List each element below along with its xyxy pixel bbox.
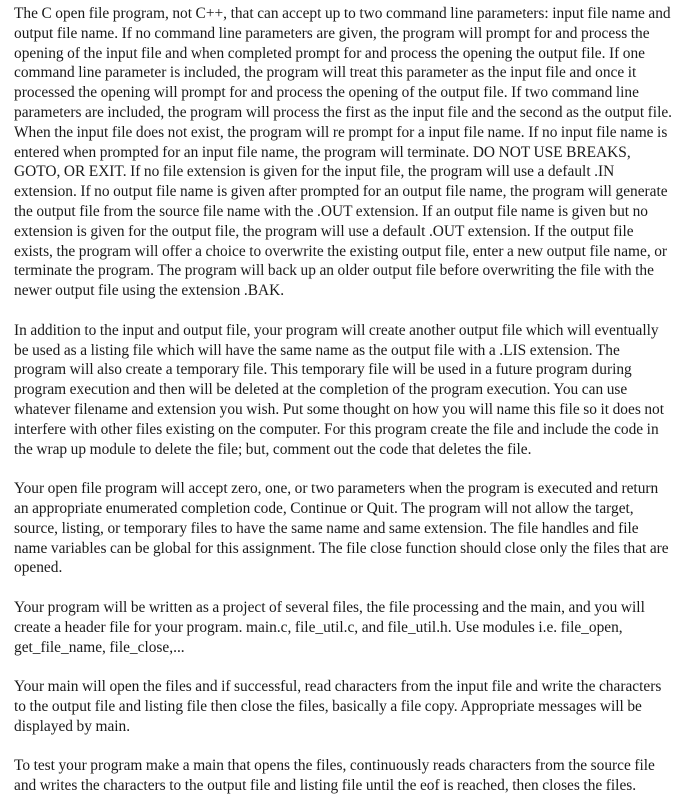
paragraph-testing: To test your program make a main that opens the files, continuously reads characters from the source file and writes the characters to the output file and listing file until the eof is reached, then closes the files. [14,757,655,795]
paragraph-project-structure: Your program will be written as a project of several files, the file processing and the main, and you will create a header file for your program. main.c, file_util.c, and file_util.h. Use modules i.e. file_open, get_file_name, file_close,... [14,598,645,656]
paragraph-program-requirements: The C open file program, not C++, that can accept up to two command line parameters: input file name and output file name. If no command line parameters are given, the program will prompt for and process the opening of the input file and when completed prompt for and process the opening the output file. If one command line parameter is included, the program will treat this parameter as the input file and once it processed the opening will prompt for and process the opening of the output file. If two command line parameters are included, the program will process the first as the input file and the second as the output file. When the input file does not exist, the program will re prompt for a input file name. If no input file name is entered when prompted for an input file name, the program will terminate. DO NOT USE BREAKS, GOTO, OR EXIT. If no file extension is given for the input file, the program will use a default .IN extension. If no output file name is given after prompted for an output file name, the program will generate the output file from the source file name with the .OUT extension. If an output file name is given but no extension is given for the output file, the program will use a default .OUT extension. If the output file exists, the program will offer a choice to overwrite the existing output file, enter a new output file name, or terminate the program. The program will back up an older output file before overwriting the file with the newer output file using the extension .BAK. [14,5,673,300]
paragraph-parameters-and-completion-code: Your open file program will accept zero, one, or two parameters when the program is executed and return an appropriate enumerated completion code, Continue or Quit. The program will not allow the target, source, listing, or temporary files to have the same name and same extension. The file handles and file name variables can be global for this assignment. The file close function should close only the files that are opened. [14,480,669,577]
paragraph-main-behavior: Your main will open the files and if successful, read characters from the input file and write the characters to the output file and listing file then close the files, basically a file copy. Appropriate messages will be displayed by main. [14,678,662,735]
paragraph-listing-and-temp-files: In addition to the input and output file, your program will create another output file which will eventually be used as a listing file which will have the same name as the output file with a .LIS extension. The program will also create a temporary file. This temporary file will be used in a future program during program execution and then will be deleted at the completion of the program execution. You can use whatever filename and extension you wish. Put some thought on how you will name this file so it does not interfere with other files existing on the computer. For this program create the file and include the code in the wrap up module to delete the file; but, comment out the code that deletes the file. [14,321,665,458]
